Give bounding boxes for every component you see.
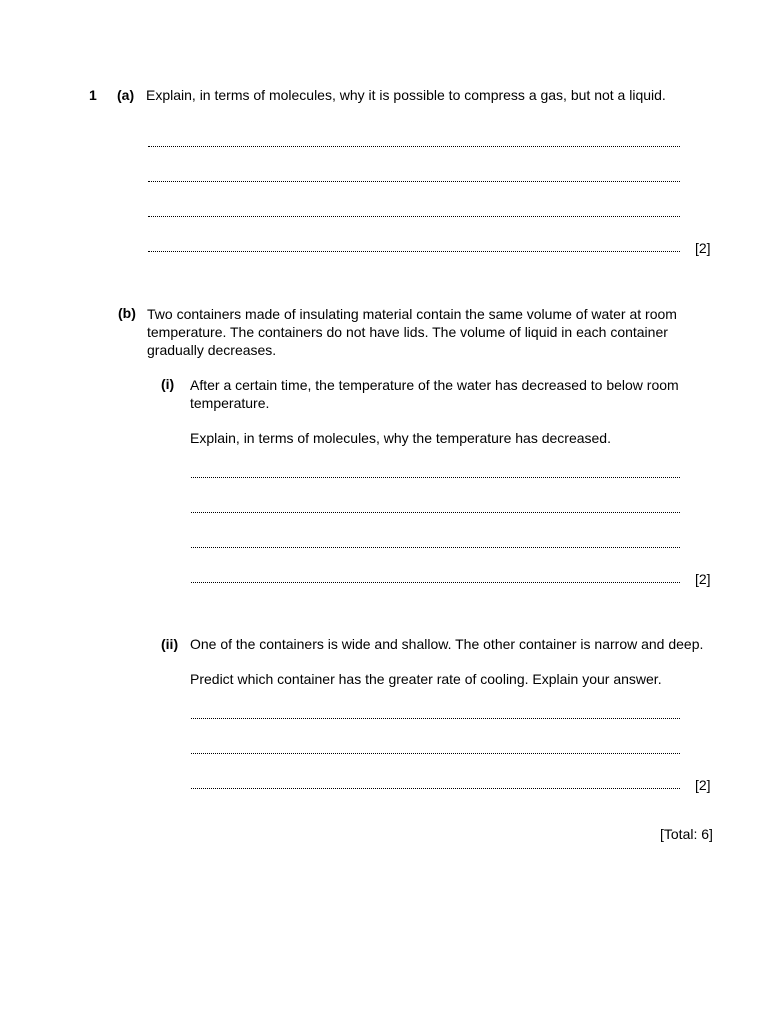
sub-i-answer-line-4[interactable]: [191, 582, 680, 583]
sub-i-answer-line-3[interactable]: [191, 547, 680, 548]
part-a-answer-line-1[interactable]: [148, 146, 680, 147]
total-marks: [Total: 6]: [660, 826, 713, 842]
part-a-marks: [2]: [695, 240, 711, 256]
part-b-question-text: Two containers made of insulating material contain the same volume of water at room temperature. The containers do not have lids. The volume of liquid in each container gradually decreases.: [147, 306, 677, 358]
sub-ii-prompt: Predict which container has the greater rate of cooling. Explain your answer.: [190, 671, 662, 687]
part-b-label: (b): [118, 305, 136, 321]
sub-ii-answer-line-3[interactable]: [191, 788, 680, 789]
part-a-answer-line-2[interactable]: [148, 181, 680, 182]
sub-ii-answer-line-1[interactable]: [191, 718, 680, 719]
sub-i-prompt: Explain, in terms of molecules, why the temperature has decreased.: [190, 430, 611, 446]
sub-i-marks: [2]: [695, 571, 711, 587]
part-a-answer-line-3[interactable]: [148, 216, 680, 217]
sub-ii-answer-line-2[interactable]: [191, 753, 680, 754]
sub-ii-question-text: One of the containers is wide and shallow. The other container is narrow and deep.: [190, 636, 704, 652]
sub-i-question-text: After a certain time, the temperature of the water has decreased to below room temperature.: [190, 377, 679, 411]
part-a-question-text: Explain, in terms of molecules, why it is possible to compress a gas, but not a liquid.: [146, 87, 666, 103]
sub-ii-label: (ii): [161, 636, 179, 652]
sub-i-answer-line-1[interactable]: [191, 477, 680, 478]
part-a-answer-line-4[interactable]: [148, 251, 680, 252]
sub-i-answer-line-2[interactable]: [191, 512, 680, 513]
part-a-label: (a): [117, 87, 135, 103]
sub-ii-marks: [2]: [695, 777, 711, 793]
question-number: 1: [89, 87, 97, 103]
sub-i-label: (i): [161, 376, 175, 392]
